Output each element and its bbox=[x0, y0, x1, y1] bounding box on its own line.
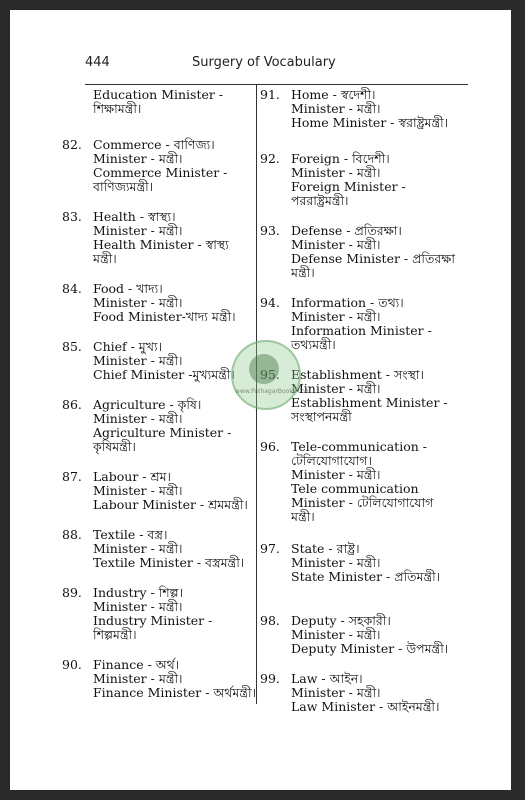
entry-lines bbox=[291, 440, 466, 524]
entry-lines bbox=[93, 340, 252, 382]
entry-number: 98. bbox=[260, 613, 280, 628]
entry-line: Food - খাদ্য। bbox=[93, 281, 163, 296]
entry-line: Foreign Minister - bbox=[291, 179, 406, 194]
watermark-stamp bbox=[231, 340, 311, 410]
entry-line: পররাষ্ট্রমন্ত্রী। bbox=[291, 193, 349, 208]
entry-line: Minister - মন্ত্রী। bbox=[93, 411, 183, 426]
entry-number: 84. bbox=[62, 281, 82, 296]
entry-line: Minister - মন্ত্রী। bbox=[291, 237, 381, 252]
entry-line: Agriculture - কৃষি। bbox=[93, 397, 202, 412]
entry-lines bbox=[93, 586, 252, 642]
entry-number: 99. bbox=[260, 671, 280, 686]
entry-lines bbox=[291, 672, 466, 714]
entry-line: Minister - মন্ত্রী। bbox=[291, 555, 381, 570]
entry-number: 82. bbox=[62, 137, 82, 152]
entry-lines bbox=[93, 657, 257, 700]
entry-line: Information - তথ্য। bbox=[291, 295, 404, 310]
entry-line: Finance Minister - অর্থমন্ত্রী। bbox=[93, 685, 257, 700]
entry-number: 83. bbox=[62, 209, 82, 224]
entry-line: মন্ত্রী। bbox=[291, 509, 315, 524]
entry-lines bbox=[291, 88, 466, 130]
entry-lines bbox=[291, 368, 466, 424]
entry-line: Information Minister - bbox=[291, 323, 432, 338]
entry-number: 88. bbox=[62, 527, 82, 542]
entry-line: State Minister - প্রতিমন্ত্রী। bbox=[291, 569, 441, 584]
entry-lines bbox=[93, 470, 252, 512]
entry-lines bbox=[291, 542, 466, 584]
entry-number: 92. bbox=[260, 151, 280, 166]
entry-line: Tele communication bbox=[291, 481, 419, 496]
page-number: 444 bbox=[85, 55, 110, 70]
entry-number: 85. bbox=[62, 339, 82, 354]
entry-line: Textile Minister - বস্ত্রমন্ত্রী। bbox=[93, 555, 245, 570]
entry-line: Industry Minister - bbox=[93, 613, 213, 628]
entry-line: Defense - প্রতিরক্ষা। bbox=[291, 223, 402, 238]
entry-line: Labour Minister - শ্রমমন্ত্রী। bbox=[93, 497, 248, 512]
entry-line: Chief - মুখ্য। bbox=[93, 339, 163, 354]
entry-line: Health Minister - স্বাস্থ্য bbox=[93, 237, 229, 252]
entry-line: মন্ত্রী। bbox=[93, 251, 117, 266]
entry-line: Food Minister-খাদ্য মন্ত্রী। bbox=[93, 309, 236, 324]
entry-line: কৃষিমন্ত্রী। bbox=[93, 439, 136, 454]
entry-line: Minister - টেলিযোগাযোগ bbox=[291, 495, 434, 510]
entry-line: Deputy Minister - উপমন্ত্রী। bbox=[291, 641, 449, 656]
entry-lines bbox=[291, 152, 466, 208]
entry-lines bbox=[93, 138, 252, 194]
entry-line: Foreign - বিদেশী। bbox=[291, 151, 390, 166]
entry-line: Minister - মন্ত্রী। bbox=[291, 467, 381, 482]
entry-line: Tele-communication - bbox=[291, 439, 427, 454]
entry-lines bbox=[93, 398, 252, 454]
entry-number: 93. bbox=[260, 223, 280, 238]
entry-line: Agriculture Minister - bbox=[93, 425, 232, 440]
entry-number: 91. bbox=[260, 87, 280, 102]
entry-line: তথ্যমন্ত্রী। bbox=[291, 337, 336, 352]
watermark-text: www.PathagarBooks.com bbox=[235, 388, 311, 395]
entry-line: Chief Minister -মুখ্যমন্ত্রী। bbox=[93, 367, 235, 382]
entry-line: সংস্থাপনমন্ত্রী bbox=[291, 409, 352, 424]
entry-line: মন্ত্রী। bbox=[291, 265, 315, 280]
entry-line: Health - স্বাস্থ্য। bbox=[93, 209, 176, 224]
entry-line: শিল্পমন্ত্রী। bbox=[93, 627, 137, 642]
header-rule bbox=[85, 84, 468, 85]
book-page bbox=[10, 10, 511, 790]
entry-line: Finance - অর্থ। bbox=[93, 657, 180, 672]
entry-lines bbox=[93, 282, 252, 324]
entry-line: Home Minister - স্বরাষ্ট্রমন্ত্রী। bbox=[291, 115, 449, 130]
entry-line: Minister - মন্ত্রী। bbox=[291, 309, 381, 324]
page-header bbox=[10, 55, 511, 75]
watermark-logo-icon bbox=[249, 354, 279, 384]
entry-line: Minister - মন্ত্রী। bbox=[93, 541, 183, 556]
entry-line: Minister - মন্ত্রী। bbox=[93, 151, 183, 166]
entry-line: Minister - মন্ত্রী। bbox=[93, 671, 183, 686]
entry-number: 87. bbox=[62, 469, 82, 484]
entry-line: Commerce Minister - bbox=[93, 165, 228, 180]
entry-line: শিক্ষামন্ত্রী। bbox=[93, 101, 142, 116]
entry-number: 97. bbox=[260, 541, 280, 556]
entry-number: 96. bbox=[260, 439, 280, 454]
entry-line: Defense Minister - প্রতিরক্ষা bbox=[291, 251, 456, 266]
entry-line: Establishment Minister - bbox=[291, 395, 448, 410]
entry-line: Minister - মন্ত্রী। bbox=[93, 483, 183, 498]
entry-lines bbox=[291, 224, 466, 280]
entry-line: State - রাষ্ট্র। bbox=[291, 541, 360, 556]
entry-lines bbox=[291, 296, 466, 352]
entry-line: Industry - শিল্প। bbox=[93, 585, 184, 600]
entry-line: Law - আইন। bbox=[291, 671, 363, 686]
entry-line: Minister - মন্ত্রী। bbox=[93, 295, 183, 310]
entry-number: 89. bbox=[62, 585, 82, 600]
entry-number: 94. bbox=[260, 295, 280, 310]
entry-number: 95. bbox=[260, 367, 280, 382]
entry-line: Minister - মন্ত্রী। bbox=[291, 627, 381, 642]
entry-lines bbox=[93, 210, 252, 266]
entry-line: Establishment - সংস্থা। bbox=[291, 367, 424, 382]
entry-lines bbox=[93, 528, 252, 570]
entry-line: Minister - মন্ত্রী। bbox=[291, 381, 381, 396]
entry-lines bbox=[291, 614, 466, 656]
entry-line: Home - স্বদেশী। bbox=[291, 87, 376, 102]
entry-number: 90. bbox=[62, 657, 82, 672]
entry-line: Textile - বস্ত্র। bbox=[93, 527, 168, 542]
entry-line: Minister - মন্ত্রী। bbox=[93, 599, 183, 614]
entry-line: বাণিজ্যমন্ত্রী। bbox=[93, 179, 154, 194]
entry-line: Law Minister - আইনমন্ত্রী। bbox=[291, 699, 440, 714]
entry-lines bbox=[93, 88, 252, 116]
entry-line: Education Minister - bbox=[93, 87, 224, 102]
entry-line: Labour - শ্রম। bbox=[93, 469, 171, 484]
entry-line: টেলিযোগাযোগ। bbox=[291, 453, 372, 468]
entry-line: Minister - মন্ত্রী। bbox=[291, 165, 381, 180]
entry-line: Minister - মন্ত্রী। bbox=[93, 353, 183, 368]
entry-number: 86. bbox=[62, 397, 82, 412]
entry-line: Minister - মন্ত্রী। bbox=[291, 685, 381, 700]
running-title: Surgery of Vocabulary bbox=[192, 55, 336, 70]
entry-line: Commerce - বাণিজ্য। bbox=[93, 137, 215, 152]
entry-line: Minister - মন্ত্রী। bbox=[93, 223, 183, 238]
entry-line: Deputy - সহকারী। bbox=[291, 613, 391, 628]
entry-line: Minister - মন্ত্রী। bbox=[291, 101, 381, 116]
